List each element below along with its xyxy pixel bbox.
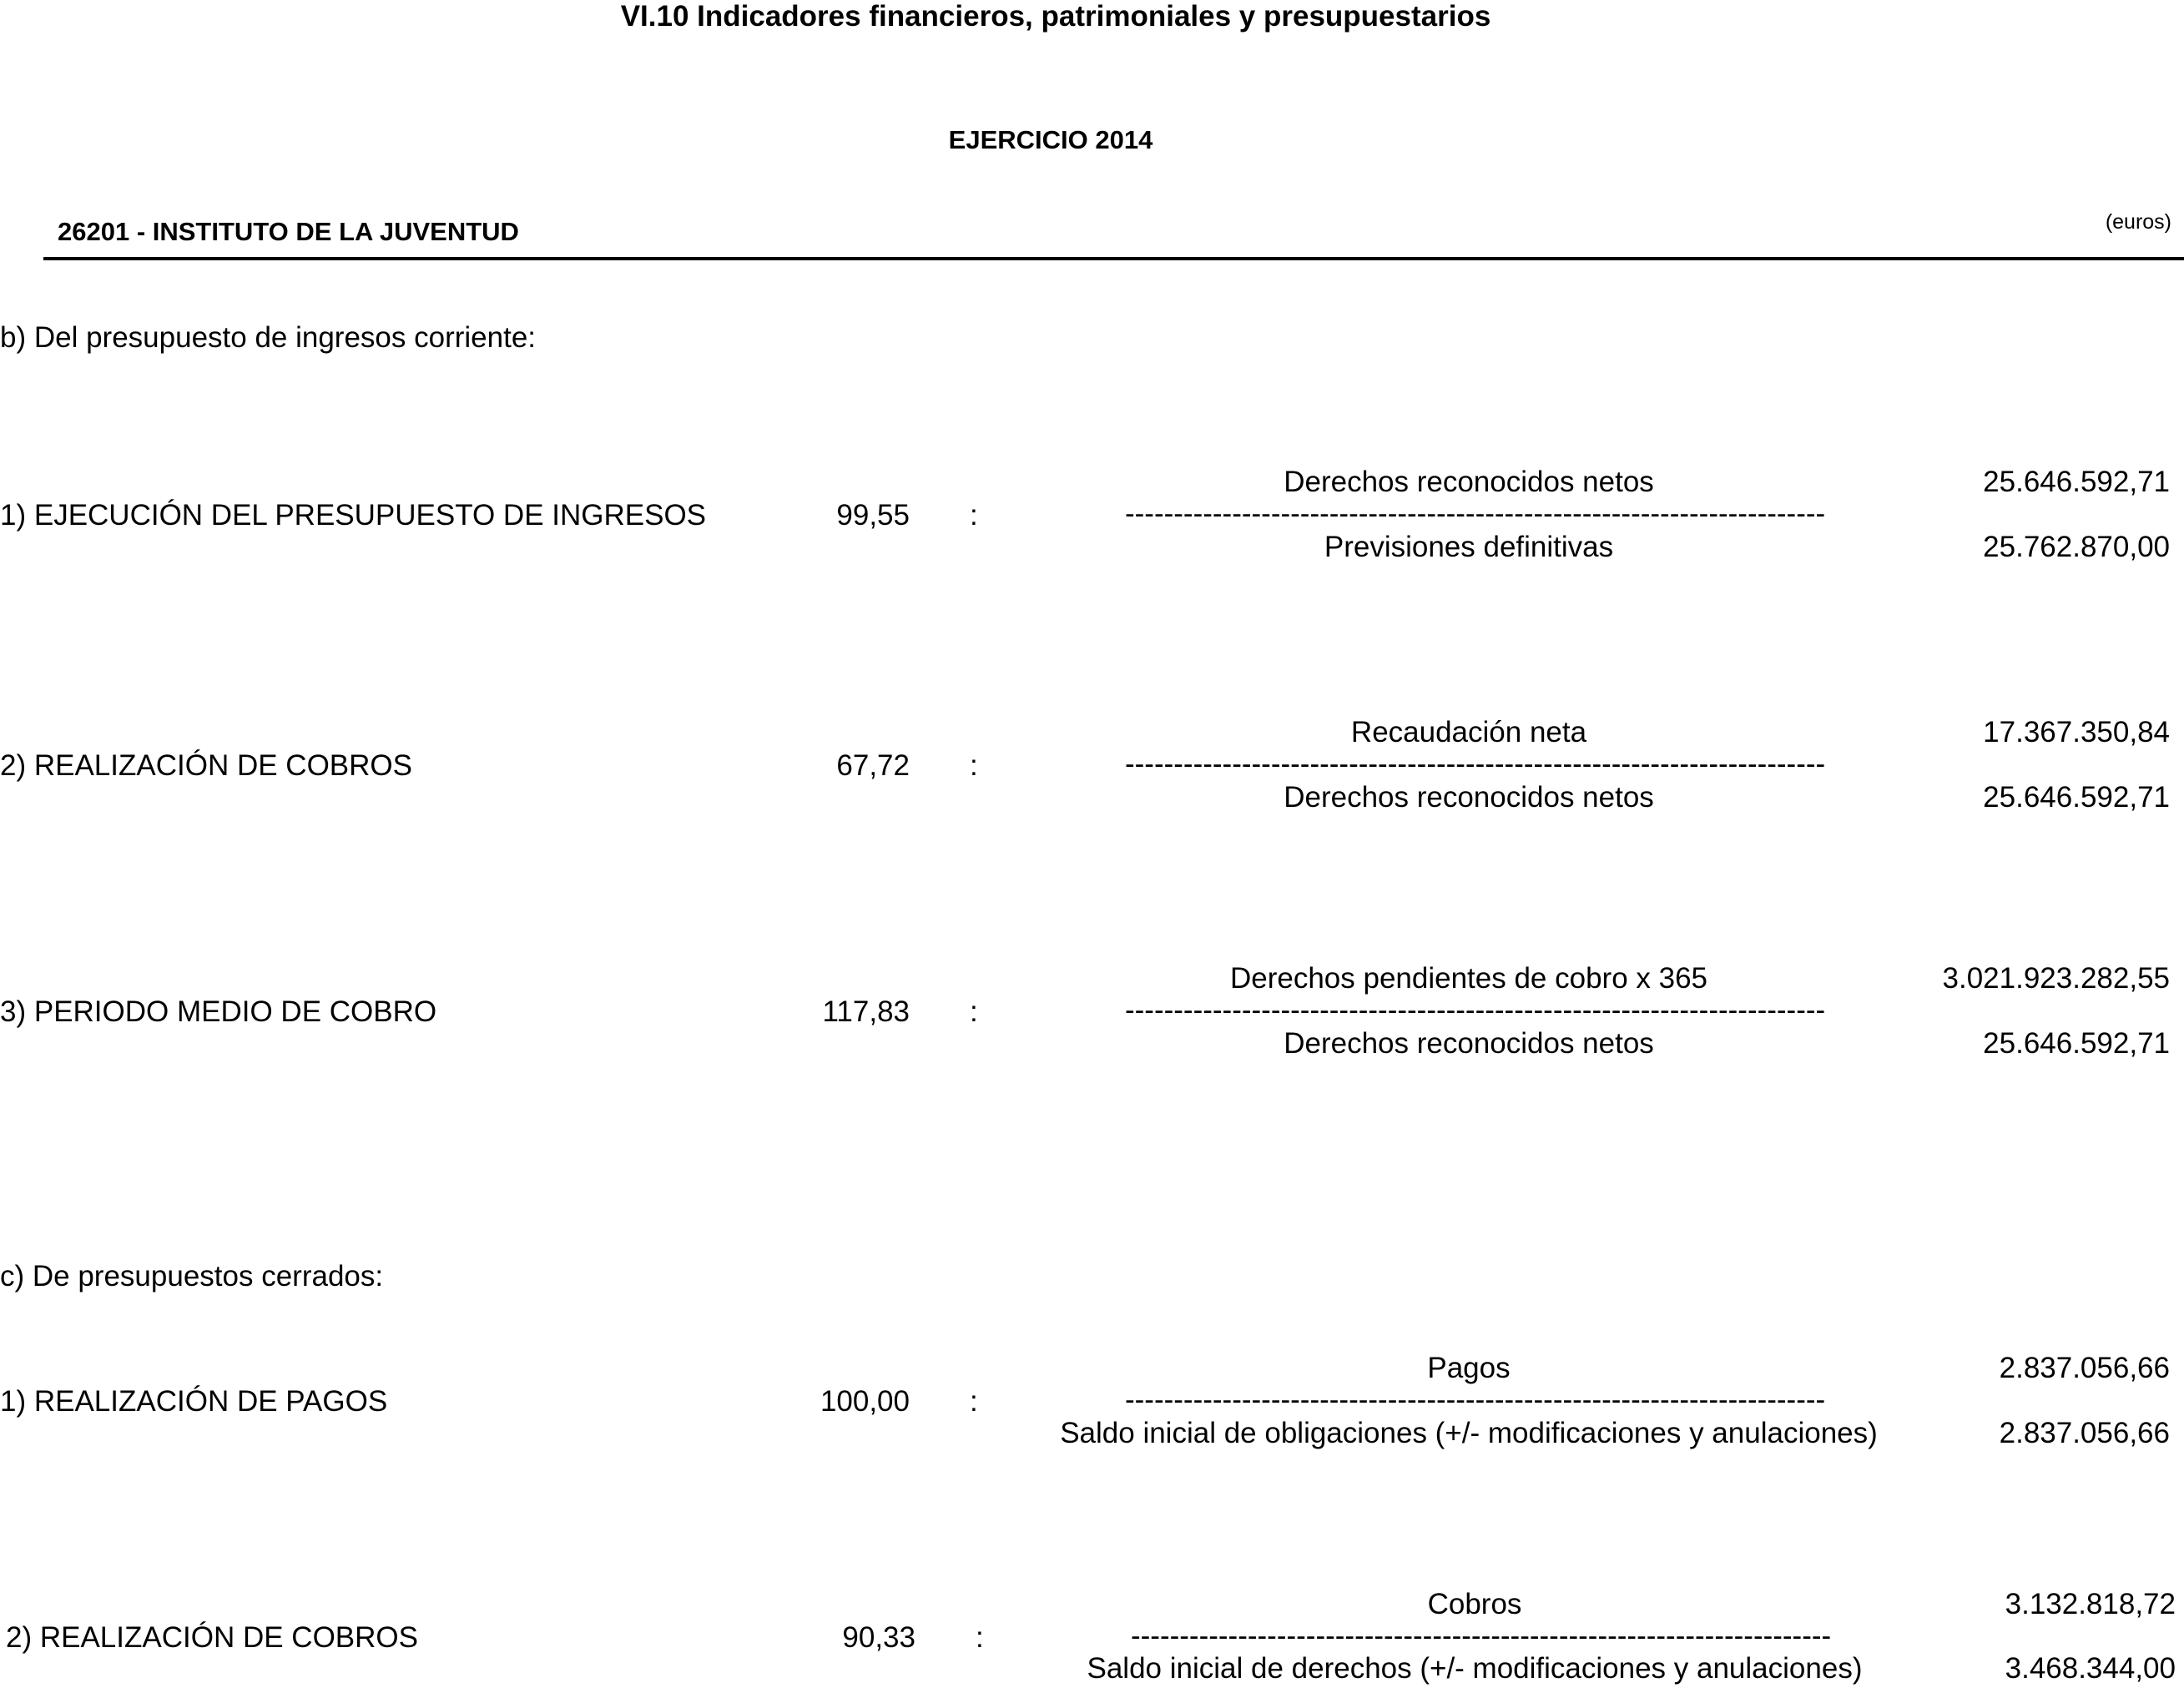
indicator-value: 90,33 bbox=[842, 1621, 915, 1654]
section-b-heading: b) Del presupuesto de ingresos corriente: bbox=[0, 321, 537, 354]
denominator-label: Derechos reconocidos netos bbox=[1284, 1027, 1654, 1060]
indicator-value: 100,00 bbox=[820, 1385, 910, 1418]
numerator-amount: 2.837.056,66 bbox=[1999, 1352, 2170, 1384]
colon-separator: : bbox=[970, 995, 978, 1028]
fraction-divider: ------------------------------------------------------------------------ bbox=[1131, 1620, 1832, 1652]
fraction-divider: ------------------------------------------------------------------------ bbox=[1125, 748, 1826, 780]
indicator-value: 99,55 bbox=[836, 499, 910, 532]
fraction-divider: ------------------------------------------------------------------------ bbox=[1125, 1383, 1826, 1416]
entity-name: 26201 - INSTITUTO DE LA JUVENTUD bbox=[58, 217, 519, 246]
fraction-divider: ------------------------------------------------------------------------ bbox=[1125, 994, 1826, 1026]
denominator-amount: 3.468.344,00 bbox=[2005, 1652, 2176, 1685]
fiscal-year-label: EJERCICIO 2014 bbox=[948, 125, 1153, 154]
denominator-label: Saldo inicial de derechos (+/- modificaciones y anulaciones) bbox=[1087, 1652, 1863, 1685]
indicator-label: 1) REALIZACIÓN DE PAGOS bbox=[0, 1385, 388, 1418]
numerator-amount: 17.367.350,84 bbox=[1983, 716, 2170, 748]
indicator-label: 2) REALIZACIÓN DE COBROS bbox=[6, 1621, 418, 1654]
indicator-value: 67,72 bbox=[836, 749, 910, 782]
numerator-label: Pagos bbox=[1427, 1352, 1511, 1384]
colon-separator: : bbox=[970, 749, 978, 782]
denominator-label: Saldo inicial de obligaciones (+/- modificaciones y anulaciones) bbox=[1060, 1417, 1878, 1449]
denominator-label: Derechos reconocidos netos bbox=[1284, 781, 1654, 814]
indicator-label: 3) PERIODO MEDIO DE COBRO bbox=[0, 995, 437, 1028]
denominator-amount: 25.762.870,00 bbox=[1983, 531, 2170, 563]
numerator-label: Cobros bbox=[1427, 1588, 1522, 1620]
section-c-heading: c) De presupuestos cerrados: bbox=[0, 1260, 384, 1292]
numerator-amount: 3.021.923.282,55 bbox=[1942, 962, 2170, 995]
denominator-amount: 2.837.056,66 bbox=[1999, 1417, 2170, 1449]
indicator-label: 2) REALIZACIÓN DE COBROS bbox=[0, 749, 412, 782]
colon-separator: : bbox=[970, 499, 978, 532]
denominator-label: Previsiones definitivas bbox=[1324, 531, 1614, 563]
numerator-amount: 3.132.818,72 bbox=[2005, 1588, 2176, 1620]
colon-separator: : bbox=[976, 1621, 984, 1654]
numerator-label: Derechos pendientes de cobro x 365 bbox=[1229, 962, 1708, 995]
fraction-divider: ------------------------------------------------------------------------ bbox=[1125, 497, 1826, 530]
numerator-amount: 25.646.592,71 bbox=[1983, 466, 2170, 498]
denominator-amount: 25.646.592,71 bbox=[1983, 1027, 2170, 1060]
header-divider bbox=[43, 257, 2184, 260]
indicator-value: 117,83 bbox=[822, 995, 910, 1028]
indicator-label: 1) EJECUCIÓN DEL PRESUPUESTO DE INGRESOS bbox=[0, 499, 707, 532]
colon-separator: : bbox=[970, 1385, 978, 1418]
currency-unit: (euros) bbox=[2105, 210, 2171, 234]
page-title: VI.10 Indicadores financieros, patrimoniales y presupuestarios bbox=[620, 0, 1491, 33]
numerator-label: Recaudación neta bbox=[1350, 716, 1587, 748]
denominator-amount: 25.646.592,71 bbox=[1983, 781, 2170, 814]
numerator-label: Derechos reconocidos netos bbox=[1284, 466, 1654, 498]
